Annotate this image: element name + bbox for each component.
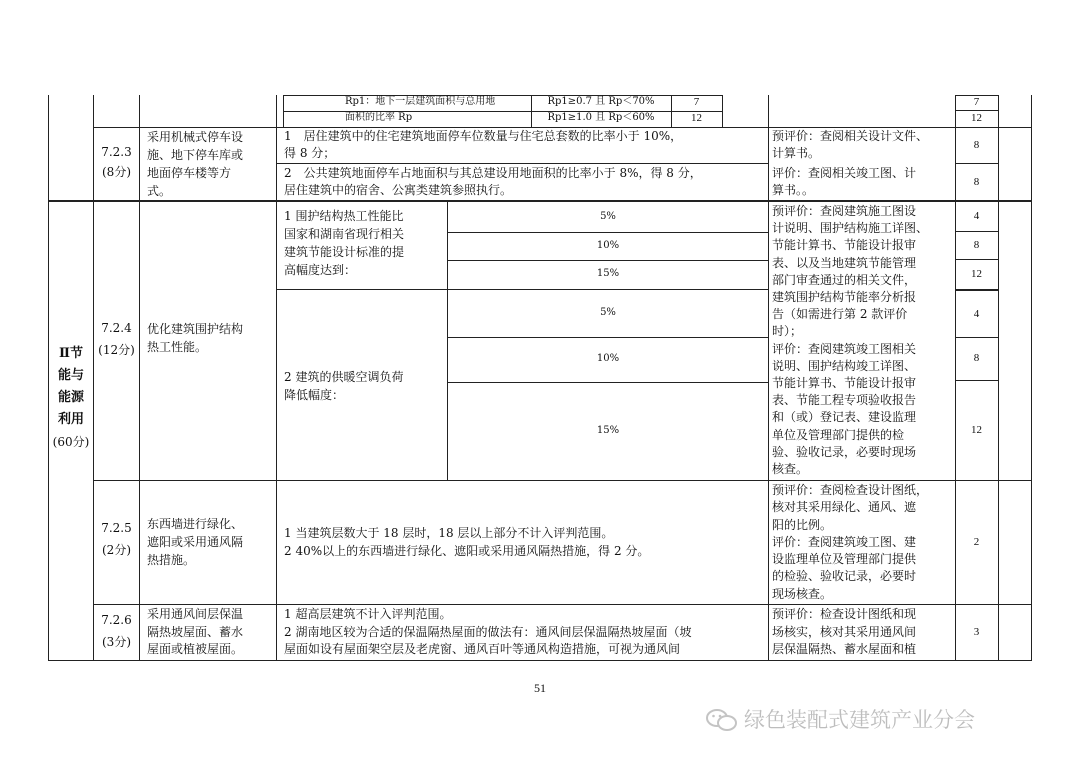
- level-cell: 15%: [596, 268, 620, 279]
- rp1-label: Rp1：地下一层建筑面积与总用地: [345, 96, 496, 107]
- level-cell: 10%: [596, 240, 620, 251]
- score-cell: 8: [973, 176, 980, 188]
- score-cell: 12: [971, 268, 982, 280]
- evaluation-method: 预评价：查阅相关设计文件、 计算书。 评价：查阅相关竣工图、计 算书。。: [772, 129, 929, 197]
- score-cell: 2: [973, 536, 980, 548]
- condition-1: Rp1≥0.7 且 Rp＜70%: [547, 96, 655, 107]
- score-cell: 8: [973, 139, 980, 151]
- score-cell: 8: [973, 352, 980, 364]
- level-cell: 5%: [600, 307, 616, 318]
- level-cell: 5%: [600, 211, 616, 222]
- level-cell: 10%: [596, 353, 620, 364]
- item-title: 采用通风间层保温 隔热坡屋面、蓄水 屋面或植被屋面。: [147, 607, 244, 656]
- sub-criterion-label: 1 围护结构热工性能比 国家和湖南省现行相关 建筑节能设计标准的提 高幅度达到：: [284, 209, 405, 277]
- item-code: 7.2.6 (3分): [101, 613, 132, 649]
- item-code: 7.2.5 (2分): [101, 521, 132, 557]
- condition-2-score: 12: [691, 112, 702, 124]
- score-cell: 12: [971, 424, 982, 436]
- condition-2: Rp1≥1.0 且 Rp＜60%: [547, 112, 655, 123]
- evaluation-method: 预评价：查阅检查设计图纸， 核对其采用绿化、通风、遮 阳的比例。 评价：查阅建筑竣工图、建 设监理单位及管理部门提供 的检验、验收记录，必要时 现场核查。: [772, 483, 929, 601]
- evaluation-method: 预评价：查阅建筑施工图设 计说明、围护结构施工详图、 节能计算书、节能设计报审 表、以及当地建筑节能管理 部门审查通过的相关文件， 建筑围护结构节能率分析报 告（如需进行第 2 款评价 时）； 评价：查阅建筑竣工图相关 说明、围护结构竣工详图、 节能计算书、节能设计报审 表、节能工程专项验收报告 和（或）登记表、建设监理 单位及管理部门提供的检 验、验收记录，必要时现场 核查。: [772, 204, 929, 477]
- criterion-text: 1 超高层建筑不计入评判范围。 2 湖南地区较为合适的保温隔热屋面的做法有：通风间层保温隔热坡屋面（坡 屋面如设有屋面架空层及老虎窗、通风百叶等通风构造措施，可视为通风间: [284, 607, 692, 656]
- item-code: 7.2.3 (8分): [101, 145, 132, 179]
- condition-1-score: 7: [693, 96, 700, 108]
- evaluation-method: 预评价：检查设计图纸和现 场核实，核对其采用通风间 层保温隔热、蓄水屋面和植: [772, 607, 917, 656]
- page-number: 51: [534, 681, 546, 695]
- score-cell: 3: [973, 626, 980, 638]
- score-cell: 8: [973, 239, 980, 251]
- item-title: 采用机械式停车设 施、地下停车库或 地面停车楼等方 式。: [147, 130, 244, 198]
- item-title: 东西墙进行绿化、 遮阳或采用通风隔 热措施。: [147, 517, 244, 567]
- sub-criterion-label: 2 建筑的供暖空调负荷 降低幅度：: [284, 370, 404, 402]
- score-cell: 4: [973, 308, 980, 320]
- score-cell: 12: [971, 112, 982, 124]
- item-code: 7.2.4 (12分): [98, 321, 135, 357]
- criterion-text: 1 当建筑层数大于 18 层时，18 层以上部分不计入评判范围。 2 40%以上的东西墙进行绿化、遮阳或采用通风隔热措施，得 2 分。: [284, 526, 650, 558]
- watermark-text: 绿色装配式建筑产业分会: [744, 708, 975, 732]
- rp1-label-cont: 面积的比率 Rp: [345, 112, 413, 123]
- category-label: Ⅱ节 能与 能源 利用 (60分): [52, 346, 90, 449]
- criterion-text: 2 公共建筑地面停车占地面积与其总建设用地面积的比率小于 8%，得 8 分， 居住建筑中的宿舍、公寓类建筑参照执行。: [284, 166, 702, 197]
- score-cell: 4: [973, 210, 980, 222]
- level-cell: 15%: [596, 425, 620, 436]
- score-cell: 7: [973, 96, 980, 108]
- item-title: 优化建筑围护结构 热工性能。: [147, 322, 244, 354]
- criterion-text: 1 居住建筑中的住宅建筑地面停车位数量与住宅总套数的比率小于 10%， 得 8 分；: [284, 129, 683, 160]
- wechat-icon: [705, 708, 739, 732]
